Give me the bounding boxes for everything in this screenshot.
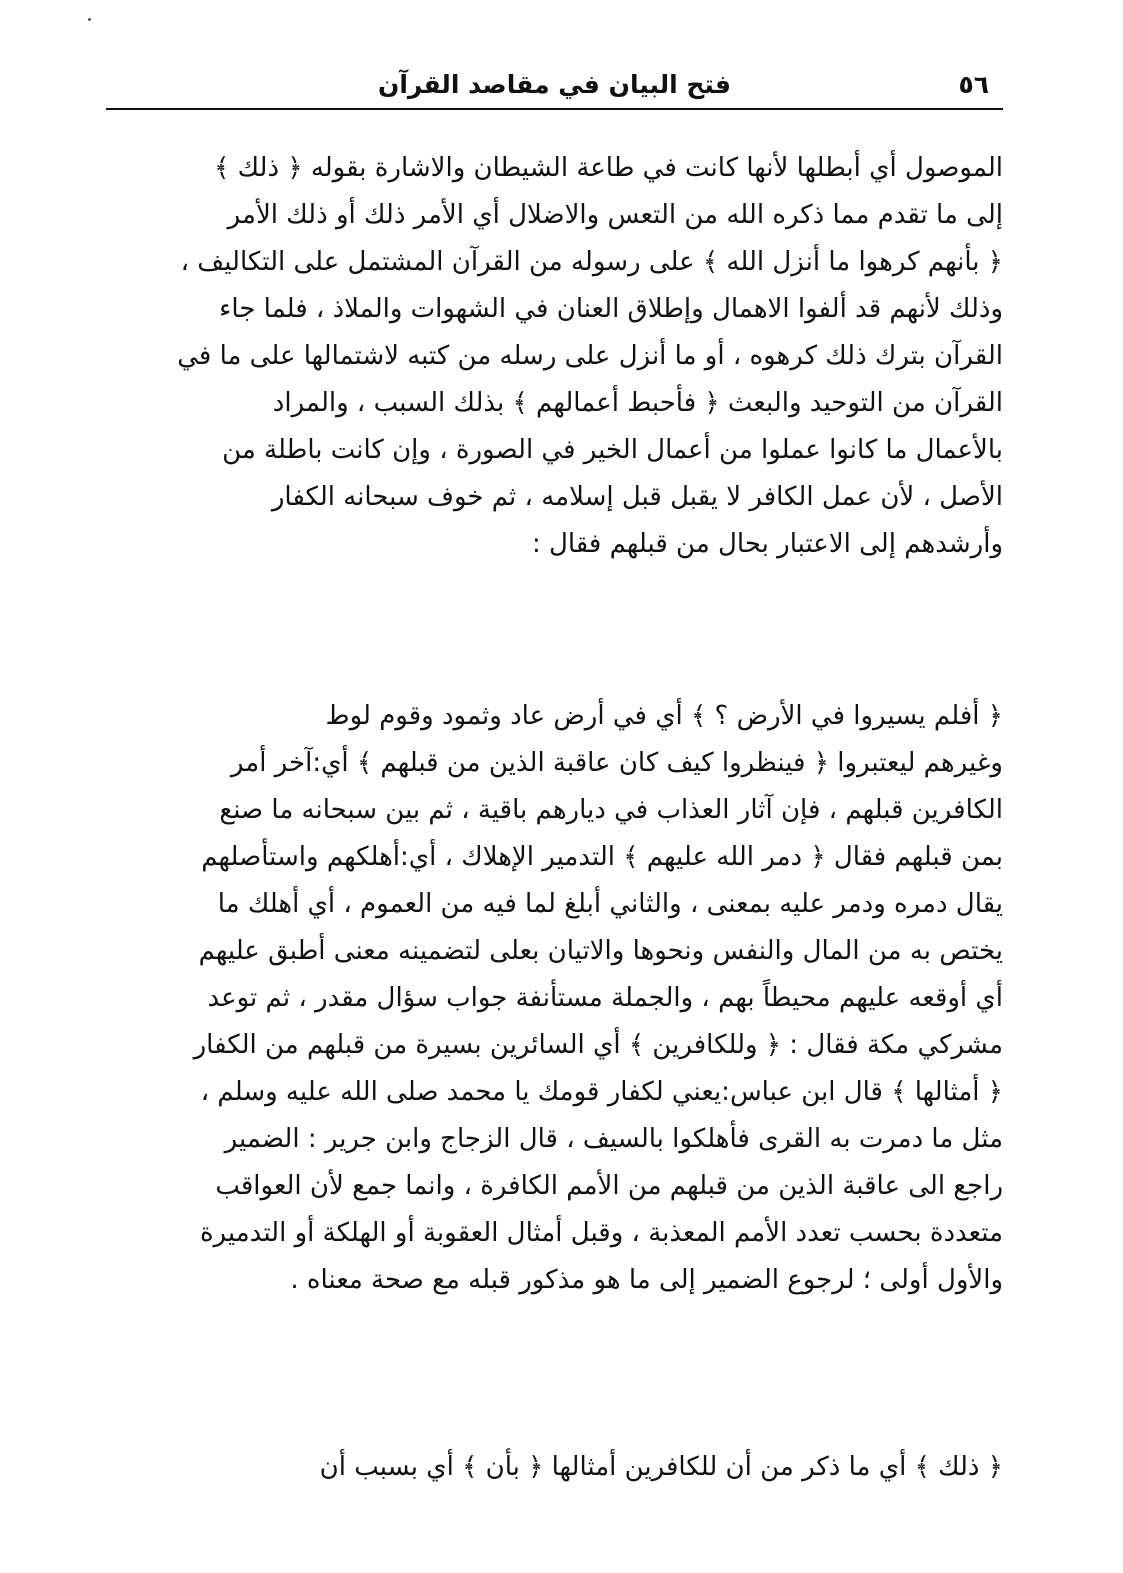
text-line: وذلك لأنهم قد ألفوا الاهمال وإطلاق العنان في الشهوات والملاذ ، فلما جاء bbox=[219, 294, 1003, 324]
text-line: بمن قبلهم فقال ﴿ دمر الله عليهم ﴾ التدمير الإهلاك ، أي:أهلكهم واستأصلهم bbox=[201, 842, 1003, 872]
text-line: وأرشدهم إلى الاعتبار بحال من قبلهم فقال : bbox=[531, 529, 1003, 559]
text-line: ﴿ أمثالها ﴾ قال ابن عباس:يعني لكفار قومك يا محمد صلى الله عليه وسلم ، bbox=[200, 1077, 1003, 1107]
text-line: يقال دمره ودمر عليه بمعنى ، والثاني أبلغ لما فيه من العموم ، أي أهلك ما bbox=[217, 889, 1003, 919]
text-line: ﴿ أفلم يسيروا في الأرض ؟ ﴾ أي في أرض عاد وثمود وقوم لوط bbox=[325, 701, 1003, 731]
page-header bbox=[106, 62, 1003, 110]
text-line: ﴿ بأنهم كرهوا ما أنزل الله ﴾ على رسوله من القرآن المشتمل على التكاليف ، bbox=[180, 247, 1003, 277]
text-line: يختص به من المال والنفس ونحوها والاتيان بعلى لتضمينه معنى أطبق عليهم bbox=[198, 936, 1003, 966]
paragraph-2 bbox=[106, 693, 1003, 1304]
text-line: راجع الى عاقبة الذين من قبلهم من الأمم الكافرة ، وانما جمع لأن العواقب bbox=[215, 1171, 1003, 1201]
text-line: بالأعمال ما كانوا عملوا من أعمال الخير في الصورة ، وإن كانت باطلة من bbox=[222, 435, 1003, 465]
text-line: متعددة بحسب تعدد الأمم المعذبة ، وقبل أمثال العقوبة أو الهلكة أو التدميرة bbox=[199, 1218, 1003, 1248]
paragraph-1 bbox=[106, 145, 1003, 568]
text-line: مشركي مكة فقال : ﴿ وللكافرين ﴾ أي السائرين بسيرة من قبلهم من الكفار bbox=[193, 1030, 1003, 1060]
header-rule bbox=[106, 108, 1003, 110]
text-line: أي أوقعه عليهم محيطاً بهم ، والجملة مستأنفة جواب سؤال مقدر ، ثم توعد bbox=[207, 983, 1003, 1013]
text-line: إلى ما تقدم مما ذكره الله من التعس والاضلال أي الأمر ذلك أو ذلك الأمر bbox=[227, 200, 1003, 230]
text-line: الأصل ، لأن عمل الكافر لا يقبل قبل إسلامه ، ثم خوف سبحانه الكفار bbox=[271, 482, 1003, 512]
text-line: القرآن بترك ذلك كرهوه ، أو ما أنزل على رسله من كتبه لاشتمالها على ما في bbox=[177, 341, 1003, 371]
running-title: فتح البيان في مقاصد القرآن bbox=[377, 70, 732, 99]
page-number: ٥٦ bbox=[958, 70, 989, 99]
text-line: والأول أولى ؛ لرجوع الضمير إلى ما هو مذكور قبله مع صحة معناه . bbox=[290, 1265, 1003, 1295]
text-line: الموصول أي أبطلها لأنها كانت في طاعة الشيطان والاشارة بقوله ﴿ ذلك ﴾ bbox=[214, 153, 1003, 183]
text-line: الكافرين قبلهم ، فإن آثار العذاب في ديارهم باقية ، ثم بين سبحانه ما صنع bbox=[219, 795, 1003, 825]
text-line: وغيرهم ليعتبروا ﴿ فينظروا كيف كان عاقبة الذين من قبلهم ﴾ أي:آخر أمر bbox=[230, 748, 1003, 778]
text-line: مثل ما دمرت به القرى فأهلكوا بالسيف ، قال الزجاج وابن جرير : الضمير bbox=[224, 1124, 1003, 1154]
text-line: ﴿ ذلك ﴾ أي ما ذكر من أن للكافرين أمثالها ﴿ بأن ﴾ أي بسبب أن bbox=[319, 1452, 1003, 1482]
paragraph-3 bbox=[106, 1444, 1003, 1491]
text-line: القرآن من التوحيد والبعث ﴿ فأحبط أعمالهم ﴾ بذلك السبب ، والمراد bbox=[272, 388, 1003, 418]
scan-speck bbox=[88, 18, 91, 21]
